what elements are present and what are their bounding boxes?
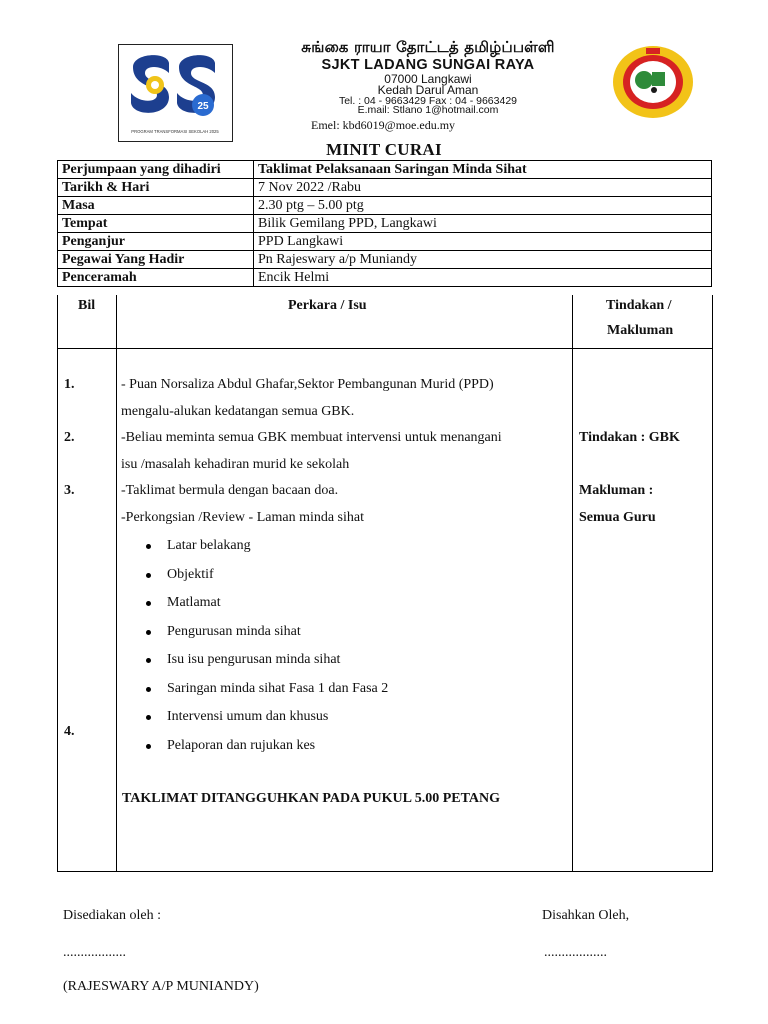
bullet-item [167, 567, 214, 583]
document-title: MINIT CURAI [326, 140, 442, 159]
column-divider [572, 295, 573, 871]
official-email: Emel: kbd6019@moe.edu.my [311, 118, 456, 132]
signature-line-left: .................. [63, 945, 126, 960]
info-label: Tempat [58, 215, 254, 233]
bullet-icon [146, 630, 151, 635]
bullet-text: Latar belakang [167, 538, 251, 553]
bullet-icon [146, 658, 151, 663]
school-crest-logo [608, 42, 698, 122]
bullet-text: Pengurusan minda sihat [167, 624, 301, 639]
info-row [58, 215, 712, 233]
info-row [58, 233, 712, 251]
bullet-item [167, 738, 315, 754]
item-text: isu /masalah kehadiran murid ke sekolah [121, 457, 350, 472]
school-name-tamil: சுங்கை ராயா தோட்டத் தமிழ்ப்பள்ளி [301, 38, 555, 56]
header-divider [58, 348, 712, 349]
address-line-1: 07000 Langkawi [384, 72, 472, 86]
bullet-item [167, 595, 221, 611]
item-text: -Taklimat bermula dengan bacaan doa. [121, 483, 339, 498]
item-text: -Beliau meminta semua GBK membuat intervensi untuk menangani [121, 430, 502, 445]
bullet-text: Saringan minda sihat Fasa 1 dan Fasa 2 [167, 681, 389, 696]
bullet-text: Isu isu pengurusan minda sihat [167, 652, 341, 667]
item-number: 4. [64, 724, 75, 739]
logo-caption: PROGRAM TRANSFORMASI SEKOLAH 2025 [131, 129, 219, 134]
bullet-text: Objektif [167, 567, 214, 582]
bullet-icon [146, 544, 151, 549]
info-value: Encik Helmi [254, 269, 712, 287]
item-number: 2. [64, 430, 75, 445]
info-label: Tarikh & Hari [58, 179, 254, 197]
info-value: Pn Rajeswary a/p Muniandy [254, 251, 712, 269]
agenda-table [57, 295, 713, 872]
bullet-icon [146, 573, 151, 578]
info-value: 7 Nov 2022 /Rabu [254, 179, 712, 197]
header-tindakan: Tindakan / [606, 298, 672, 313]
approved-by-label: Disahkan Oleh, [542, 908, 630, 923]
column-divider [116, 295, 117, 871]
info-note-target: Semua Guru [579, 510, 656, 525]
telephone-fax: Tel. : 04 - 9663429 Fax : 04 - 9663429 [338, 95, 518, 107]
header-bil: Bil [78, 298, 96, 313]
header-makluman: Makluman [607, 323, 674, 338]
info-label: Penganjur [58, 233, 254, 251]
bullet-icon [146, 744, 151, 749]
logo-number: 25 [197, 101, 209, 112]
info-row [58, 269, 712, 287]
info-label: Pegawai Yang Hadir [58, 251, 254, 269]
bullet-item [167, 538, 251, 554]
bullet-item [167, 624, 301, 640]
meeting-info-table [57, 160, 712, 287]
signature-line-right: .................. [544, 945, 607, 960]
item-text: mengalu-alukan kedatangan semua GBK. [121, 404, 355, 419]
bullet-item [167, 652, 340, 668]
info-value: PPD Langkawi [254, 233, 712, 251]
info-value: Taklimat Pelaksanaan Saringan Minda Sihat [254, 161, 712, 179]
info-label: Penceramah [58, 269, 254, 287]
header-perkara: Perkara / Isu [288, 298, 367, 313]
item-text: - Puan Norsaliza Abdul Ghafar,Sektor Pembangunan Murid (PPD) [121, 377, 494, 392]
info-row [58, 179, 712, 197]
bullet-item [167, 709, 328, 725]
bullet-icon [146, 715, 151, 720]
email-address: E.mail: Stlano 1@hotmail.com [357, 104, 499, 116]
info-note: Makluman : [579, 483, 654, 498]
info-row [58, 197, 712, 215]
bullet-text: Matlamat [167, 595, 221, 610]
school-name: SJKT LADANG SUNGAI RAYA [321, 57, 535, 73]
item-number: 3. [64, 483, 75, 498]
preparer-name: (RAJESWARY A/P MUNIANDY) [63, 979, 259, 994]
school-transformation-logo [118, 44, 233, 142]
info-value: Bilik Gemilang PPD, Langkawi [254, 215, 712, 233]
item-number: 1. [64, 377, 75, 392]
bullet-icon [146, 601, 151, 606]
info-value: 2.30 ptg – 5.00 ptg [254, 197, 712, 215]
info-row [58, 251, 712, 269]
bullet-text: Pelaporan dan rujukan kes [167, 738, 316, 753]
item-text: -Perkongsian /Review - Laman minda sihat [121, 510, 364, 525]
address-line-2: Kedah Darul Aman [377, 83, 479, 97]
bullet-text: Intervensi umum dan khusus [167, 709, 329, 724]
prepared-by-label: Disediakan oleh : [63, 908, 161, 923]
bullet-item [167, 681, 388, 697]
info-label: Perjumpaan yang dihadiri [58, 161, 254, 179]
info-row [58, 161, 712, 179]
bullet-icon [146, 687, 151, 692]
action-note: Tindakan : GBK [579, 430, 680, 445]
info-label: Masa [58, 197, 254, 215]
closing-statement: TAKLIMAT DITANGGUHKAN PADA PUKUL 5.00 PETANG [122, 791, 501, 806]
